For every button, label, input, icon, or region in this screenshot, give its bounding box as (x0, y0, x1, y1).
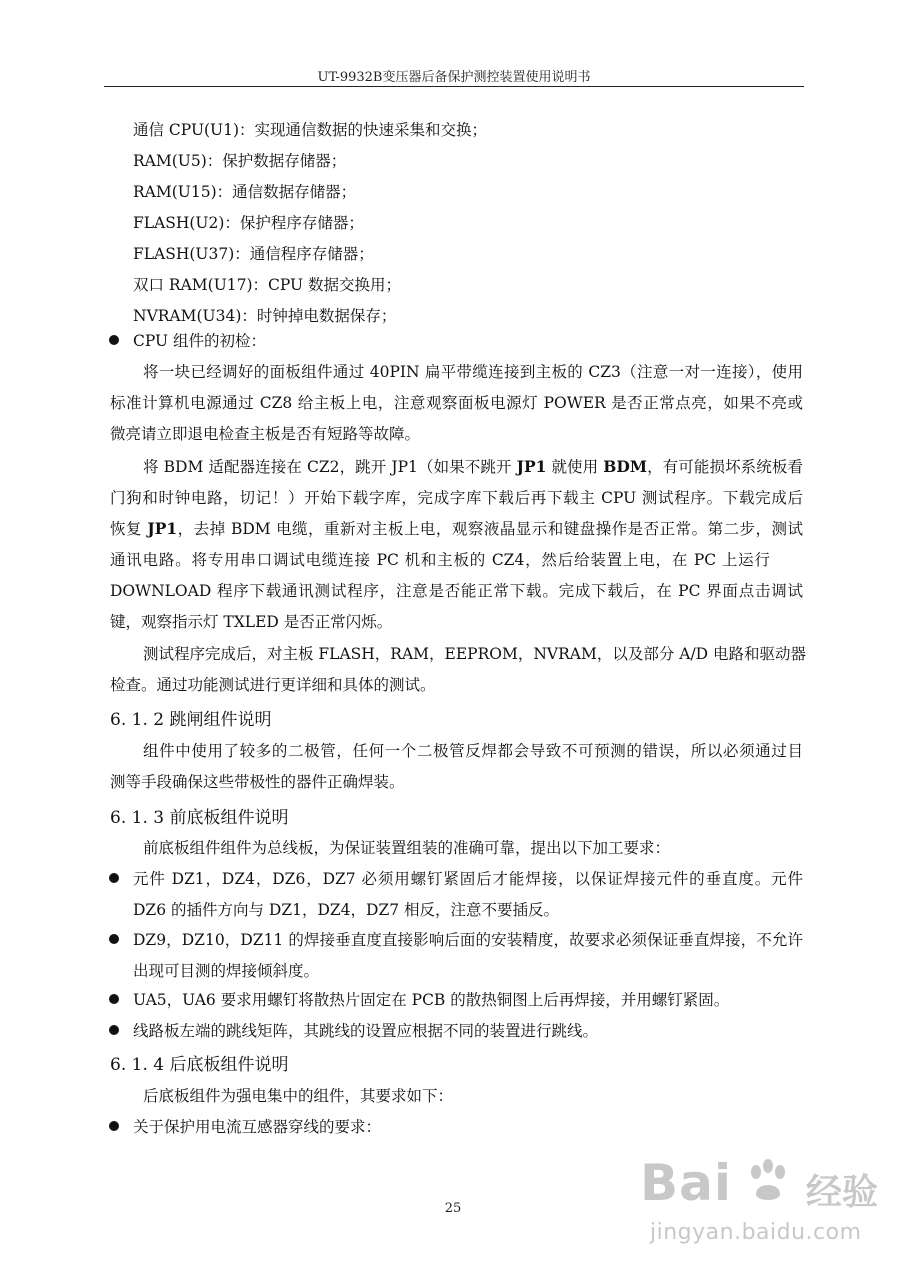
list-item: 双口 RAM(U17)：CPU 数据交换用； (133, 276, 402, 294)
section-heading: 6. 1. 2 跳闸组件说明 (110, 710, 272, 730)
paragraph-line: 测试程序完成后，对主板 FLASH，RAM，EEPROM，NVRAM，以及部分 A/D 电路和驱动器 (143, 645, 807, 663)
paw-icon (748, 1158, 788, 1202)
section-heading: 6. 1. 3 前底板组件说明 (110, 808, 289, 828)
bullet-icon (109, 994, 119, 1004)
paragraph-line: 检查。通过功能测试进行更详细和具体的测试。 (110, 676, 436, 694)
paragraph-line: 将 BDM 适配器连接在 CZ2，跳开 JP1（如果不跳开 JP1 就使用 BDM，有可能损坏系统板看 (143, 457, 803, 476)
paragraph-line: 通讯电路。将专用串口调试电缆连接 PC 机和主板的 CZ4，然后给装置上电，在 PC 上运行 (110, 551, 770, 569)
bullet-text: 线路板左端的跳线矩阵，其跳线的设置应根据不同的装置进行跳线。 (133, 1022, 599, 1040)
list-item: RAM(U15)：通信数据存储器； (133, 183, 357, 201)
bullet-text: 元件 DZ1，DZ4，DZ6，DZ7 必须用螺钉紧固后才能焊接，以保证焊接元件的垂直度。元件 (133, 870, 803, 888)
bullet-icon (109, 1121, 119, 1131)
paragraph-line: 组件中使用了较多的二极管，任何一个二极管反焊都会导致不可预测的错误，所以必须通过目 (143, 742, 803, 760)
list-item: FLASH(U2)：保护程序存储器； (133, 214, 364, 232)
watermark-brand-cn: 经验 (806, 1172, 879, 1213)
bullet-icon (109, 335, 119, 345)
paragraph-line: 前底板组件组件为总线板，为保证装置组装的准确可靠，提出以下加工要求： (143, 839, 671, 857)
paragraph-line: DOWNLOAD 程序下载通讯测试程序，注意是否能正常下载。完成下载后，在 PC 界面点击调试 (110, 582, 803, 600)
paragraph-line: 后底板组件为强电集中的组件，其要求如下： (143, 1087, 454, 1105)
paragraph-line: 键，观察指示灯 TXLED 是否正常闪烁。 (110, 613, 393, 631)
watermark-brand: Bai (640, 1154, 732, 1212)
watermark-url: jingyan.baidu.com (650, 1220, 862, 1245)
list-item: FLASH(U37)：通信程序存储器； (133, 245, 374, 263)
paragraph-line: 标准计算机电源通过 CZ8 给主板上电，注意观察面板电源灯 POWER 是否正常点亮，如果不亮或 (110, 394, 803, 412)
bullet-text-continuation: 出现可目测的焊接倾斜度。 (133, 962, 320, 980)
bullet-text-cpu-check: CPU 组件的初检： (133, 332, 267, 350)
bullet-icon (109, 1025, 119, 1035)
section-heading: 6. 1. 4 后底板组件说明 (110, 1055, 289, 1075)
list-item: 通信 CPU(U1)：实现通信数据的快速采集和交换； (133, 121, 488, 139)
paragraph-line: 微亮请立即退电检查主板是否有短路等故障。 (110, 425, 421, 443)
page-number: 25 (444, 1201, 462, 1216)
baidu-jingyan-watermark (640, 1150, 895, 1270)
list-item: NVRAM(U34)：时钟掉电数据保存； (133, 307, 397, 325)
paragraph-line: 门狗和时钟电路，切记！）开始下载字库，完成字库下载后再下载主 CPU 测试程序。下载完成后 (110, 489, 803, 507)
paragraph-line: 将一块已经调好的面板组件通过 40PIN 扁平带缆连接到主板的 CZ3（注意一对一连接），使用 (143, 363, 803, 381)
bullet-text-continuation: DZ6 的插件方向与 DZ1，DZ4，DZ7 相反，注意不要插反。 (133, 901, 560, 919)
bullet-text: DZ9，DZ10，DZ11 的焊接垂直度直接影响后面的安装精度，故要求必须保证垂直焊接，不允许 (133, 931, 803, 949)
bullet-icon (109, 934, 119, 944)
bullet-text: 关于保护用电流互感器穿线的要求： (133, 1118, 382, 1136)
header-divider (104, 86, 804, 87)
bullet-text: UA5，UA6 要求用螺钉将散热片固定在 PCB 的散热铜图上后再焊接，并用螺钉紧固。 (133, 991, 730, 1009)
bullet-icon (109, 873, 119, 883)
list-item: RAM(U5)：保护数据存储器； (133, 152, 347, 170)
document-header-title: UT-9932B变压器后备保护测控装置使用说明书 (317, 70, 591, 85)
paragraph-line: 测等手段确保这些带极性的器件正确焊装。 (110, 773, 405, 791)
paragraph-line: 恢复 JP1，去掉 BDM 电缆，重新对主板上电，观察液晶显示和键盘操作是否正常。第二步，测试 (110, 519, 803, 538)
